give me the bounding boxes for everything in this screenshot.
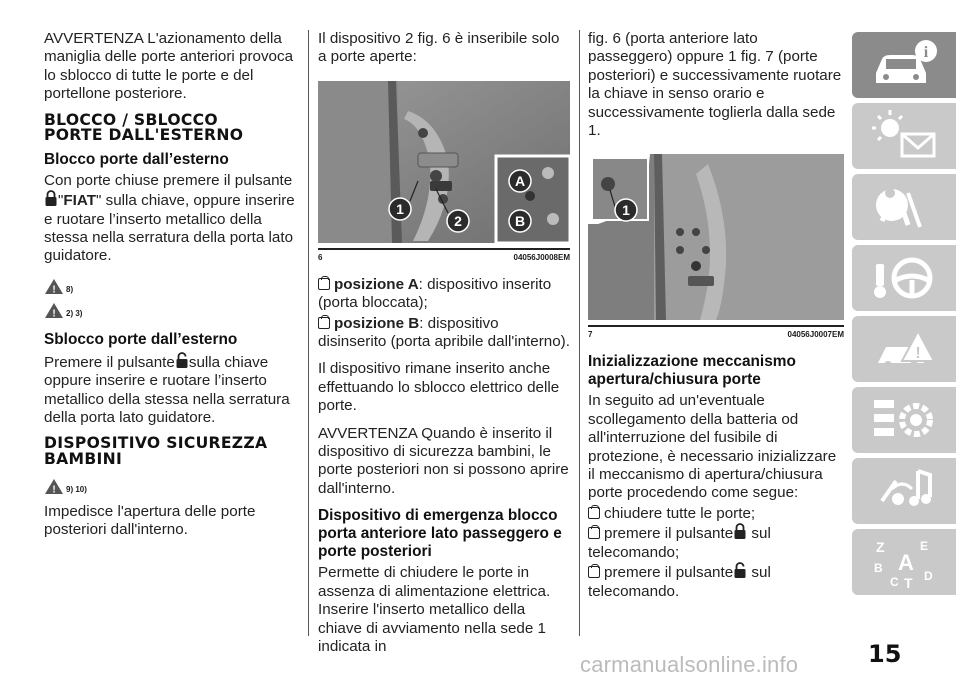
figure-number: 7 <box>588 330 593 340</box>
warning-triangle-icon <box>44 278 64 295</box>
bullet-icon <box>588 566 600 578</box>
figure-callout-1 <box>615 199 637 221</box>
paragraph-inizializzazione: In seguito ad un'eventuale scollegamento della batteria od all'interruzione del fusibile di protezione, è necessario inizializzare il meccanismo di apertura/chiusura porte procedendo come segue: <box>588 392 837 502</box>
lock-icon <box>733 523 747 540</box>
door-lock-illustration <box>318 81 570 243</box>
dashboard-lights-icon <box>868 108 940 164</box>
bullet-icon <box>318 317 330 329</box>
tab-index[interactable] <box>852 529 956 595</box>
figure-caption <box>588 330 844 339</box>
list-item-step-2: premere il pulsante sul telecomando; <box>588 525 771 561</box>
paragraph-dispositivo: Impedisce l'apertura delle porte posteriori dall'interno. <box>44 502 256 539</box>
svg-text:i: i <box>923 44 929 61</box>
warning-reference: ! 9) 10) <box>44 475 300 495</box>
subheading-blocco-esterno: Blocco porte dall’esterno <box>44 150 229 168</box>
figure-callout-A <box>509 170 531 192</box>
index-letter: B <box>874 561 883 575</box>
warning-note-paragraph: AVVERTENZA L'azionamento della maniglia delle porte anteriori provoca lo sblocco di tutte le porte e del portellone posteriore. <box>44 30 294 103</box>
index-letter: T <box>904 575 913 590</box>
paragraph-blocco: Con porte chiuse premere il pulsante "FIAT" sulla chiave, oppure inserire e ruotare l’inserto metallico della stessa nella serratura della porta lato guidatore. <box>44 171 295 265</box>
paragraph-continuation: fig. 6 (porta anteriore lato passeggero) oppure 1 fig. 7 (porte posteriori) e successivamente ruotare la chiave in senso orario e successivamente toglierla dalla sede 1. <box>588 30 842 140</box>
figure-code: 04056J0007EM <box>787 330 844 340</box>
lock-icon <box>44 190 58 207</box>
figure-label: 1 <box>622 202 630 219</box>
paragraph-rimane: Il dispositivo rimane inserito anche effettuando lo sblocco elettrico delle porte. <box>318 360 560 415</box>
warning-triangle-icon <box>44 478 64 495</box>
bullet-icon <box>588 507 600 519</box>
unlock-icon <box>733 562 747 579</box>
safety-airbag-icon <box>868 179 940 235</box>
index-letter: E <box>920 539 929 553</box>
figure-label: 2 <box>454 212 462 229</box>
rear-door-lock-illustration <box>588 154 844 320</box>
warning-triangle-icon <box>44 302 64 319</box>
index-letter: A <box>898 550 914 575</box>
list-item-position-a: posizione A: dispositivo inserito (porta bloccata); <box>318 275 552 312</box>
maintenance-gear-icon <box>868 392 940 448</box>
index-letters-icon <box>868 534 940 590</box>
index-letter: Z <box>876 539 885 555</box>
paragraph-intro: Il dispositivo 2 fig. 6 è inseribile solo a porte aperte: <box>318 30 560 66</box>
figure-callout-1 <box>389 198 411 220</box>
watermark: carmanualsonline.info <box>580 652 799 677</box>
subheading-emergenza: Dispositivo di emergenza blocco porta anteriore lato passeggero e porte posteriori <box>318 507 562 561</box>
figure-code: 04056J0008EM <box>513 252 570 262</box>
figure-callout-2 <box>447 210 469 232</box>
svg-text:!: ! <box>52 308 56 319</box>
figure-label: 1 <box>396 200 404 217</box>
subheading-sblocco-esterno: Sblocco porte dall’esterno <box>44 330 238 348</box>
tab-safety[interactable] <box>852 174 956 240</box>
tab-maintenance[interactable] <box>852 387 956 453</box>
subheading-inizializzazione: Inizializzazione meccanismo apertura/chiusura porte <box>588 353 796 389</box>
column-3 <box>588 30 844 610</box>
figure-6 <box>318 81 570 250</box>
warning-reference: ! 8) <box>44 275 300 295</box>
figure-caption <box>318 253 570 262</box>
list-item-position-b: posizione B: dispositivo disinserito (porta apribile dall'interno). <box>318 314 570 351</box>
figure-number: 6 <box>318 252 323 262</box>
figure-7 <box>588 154 844 327</box>
bullet-icon <box>588 527 600 539</box>
index-letter: C <box>890 575 899 589</box>
bullet-icon <box>318 278 330 290</box>
paragraph-emergenza: Permette di chiudere le porte in assenza di alimentazione elettrica. Inserire l'inserto metallico della chiave di avviamento nella sede 1 indicata in <box>318 564 551 655</box>
tab-start-drive[interactable] <box>852 245 956 311</box>
list-item-step-3: premere il pulsante sul telecomando. <box>588 564 771 600</box>
page-number: 15 <box>868 640 902 668</box>
figure-label: B <box>514 212 526 229</box>
tab-vehicle-info[interactable] <box>852 32 956 98</box>
column-1 <box>44 30 300 548</box>
column-divider <box>579 30 580 636</box>
index-letter: D <box>924 569 933 583</box>
svg-text:!: ! <box>52 284 56 295</box>
section-heading-dispositivo: DISPOSITIVO SICUREZZA BAMBINI <box>44 434 268 469</box>
paragraph-sblocco: Premere il pulsante sulla chiave oppure inserire e ruotare l’inserto metallico della stessa nella serratura della porta lato guidatore. <box>44 353 290 427</box>
list-item-step-1: chiudere tutte le porte; <box>588 505 844 523</box>
section-heading-blocco: BLOCCO / SBLOCCO PORTE DALL'ESTERNO <box>44 110 244 145</box>
key-steering-icon <box>868 250 940 306</box>
figure-callout-B <box>509 210 531 232</box>
svg-text:!: ! <box>915 345 921 362</box>
tab-multimedia[interactable] <box>852 458 956 524</box>
tab-dashboard[interactable] <box>852 103 956 169</box>
paragraph-avvertenza: AVVERTENZA Quando è inserito il dispositivo di sicurezza bambini, le porte posteriori non si possono aprire dall'interno. <box>318 424 569 497</box>
svg-text:!: ! <box>52 484 56 495</box>
column-divider <box>308 30 309 636</box>
warning-triangle-icon <box>868 321 940 377</box>
warning-reference: ! 2) 3) <box>44 299 300 319</box>
tab-emergency[interactable] <box>852 316 956 382</box>
car-info-icon <box>868 37 940 93</box>
unlock-icon <box>175 352 189 369</box>
column-2 <box>318 30 570 665</box>
figure-label: A <box>514 172 526 189</box>
multimedia-icon <box>868 463 940 519</box>
